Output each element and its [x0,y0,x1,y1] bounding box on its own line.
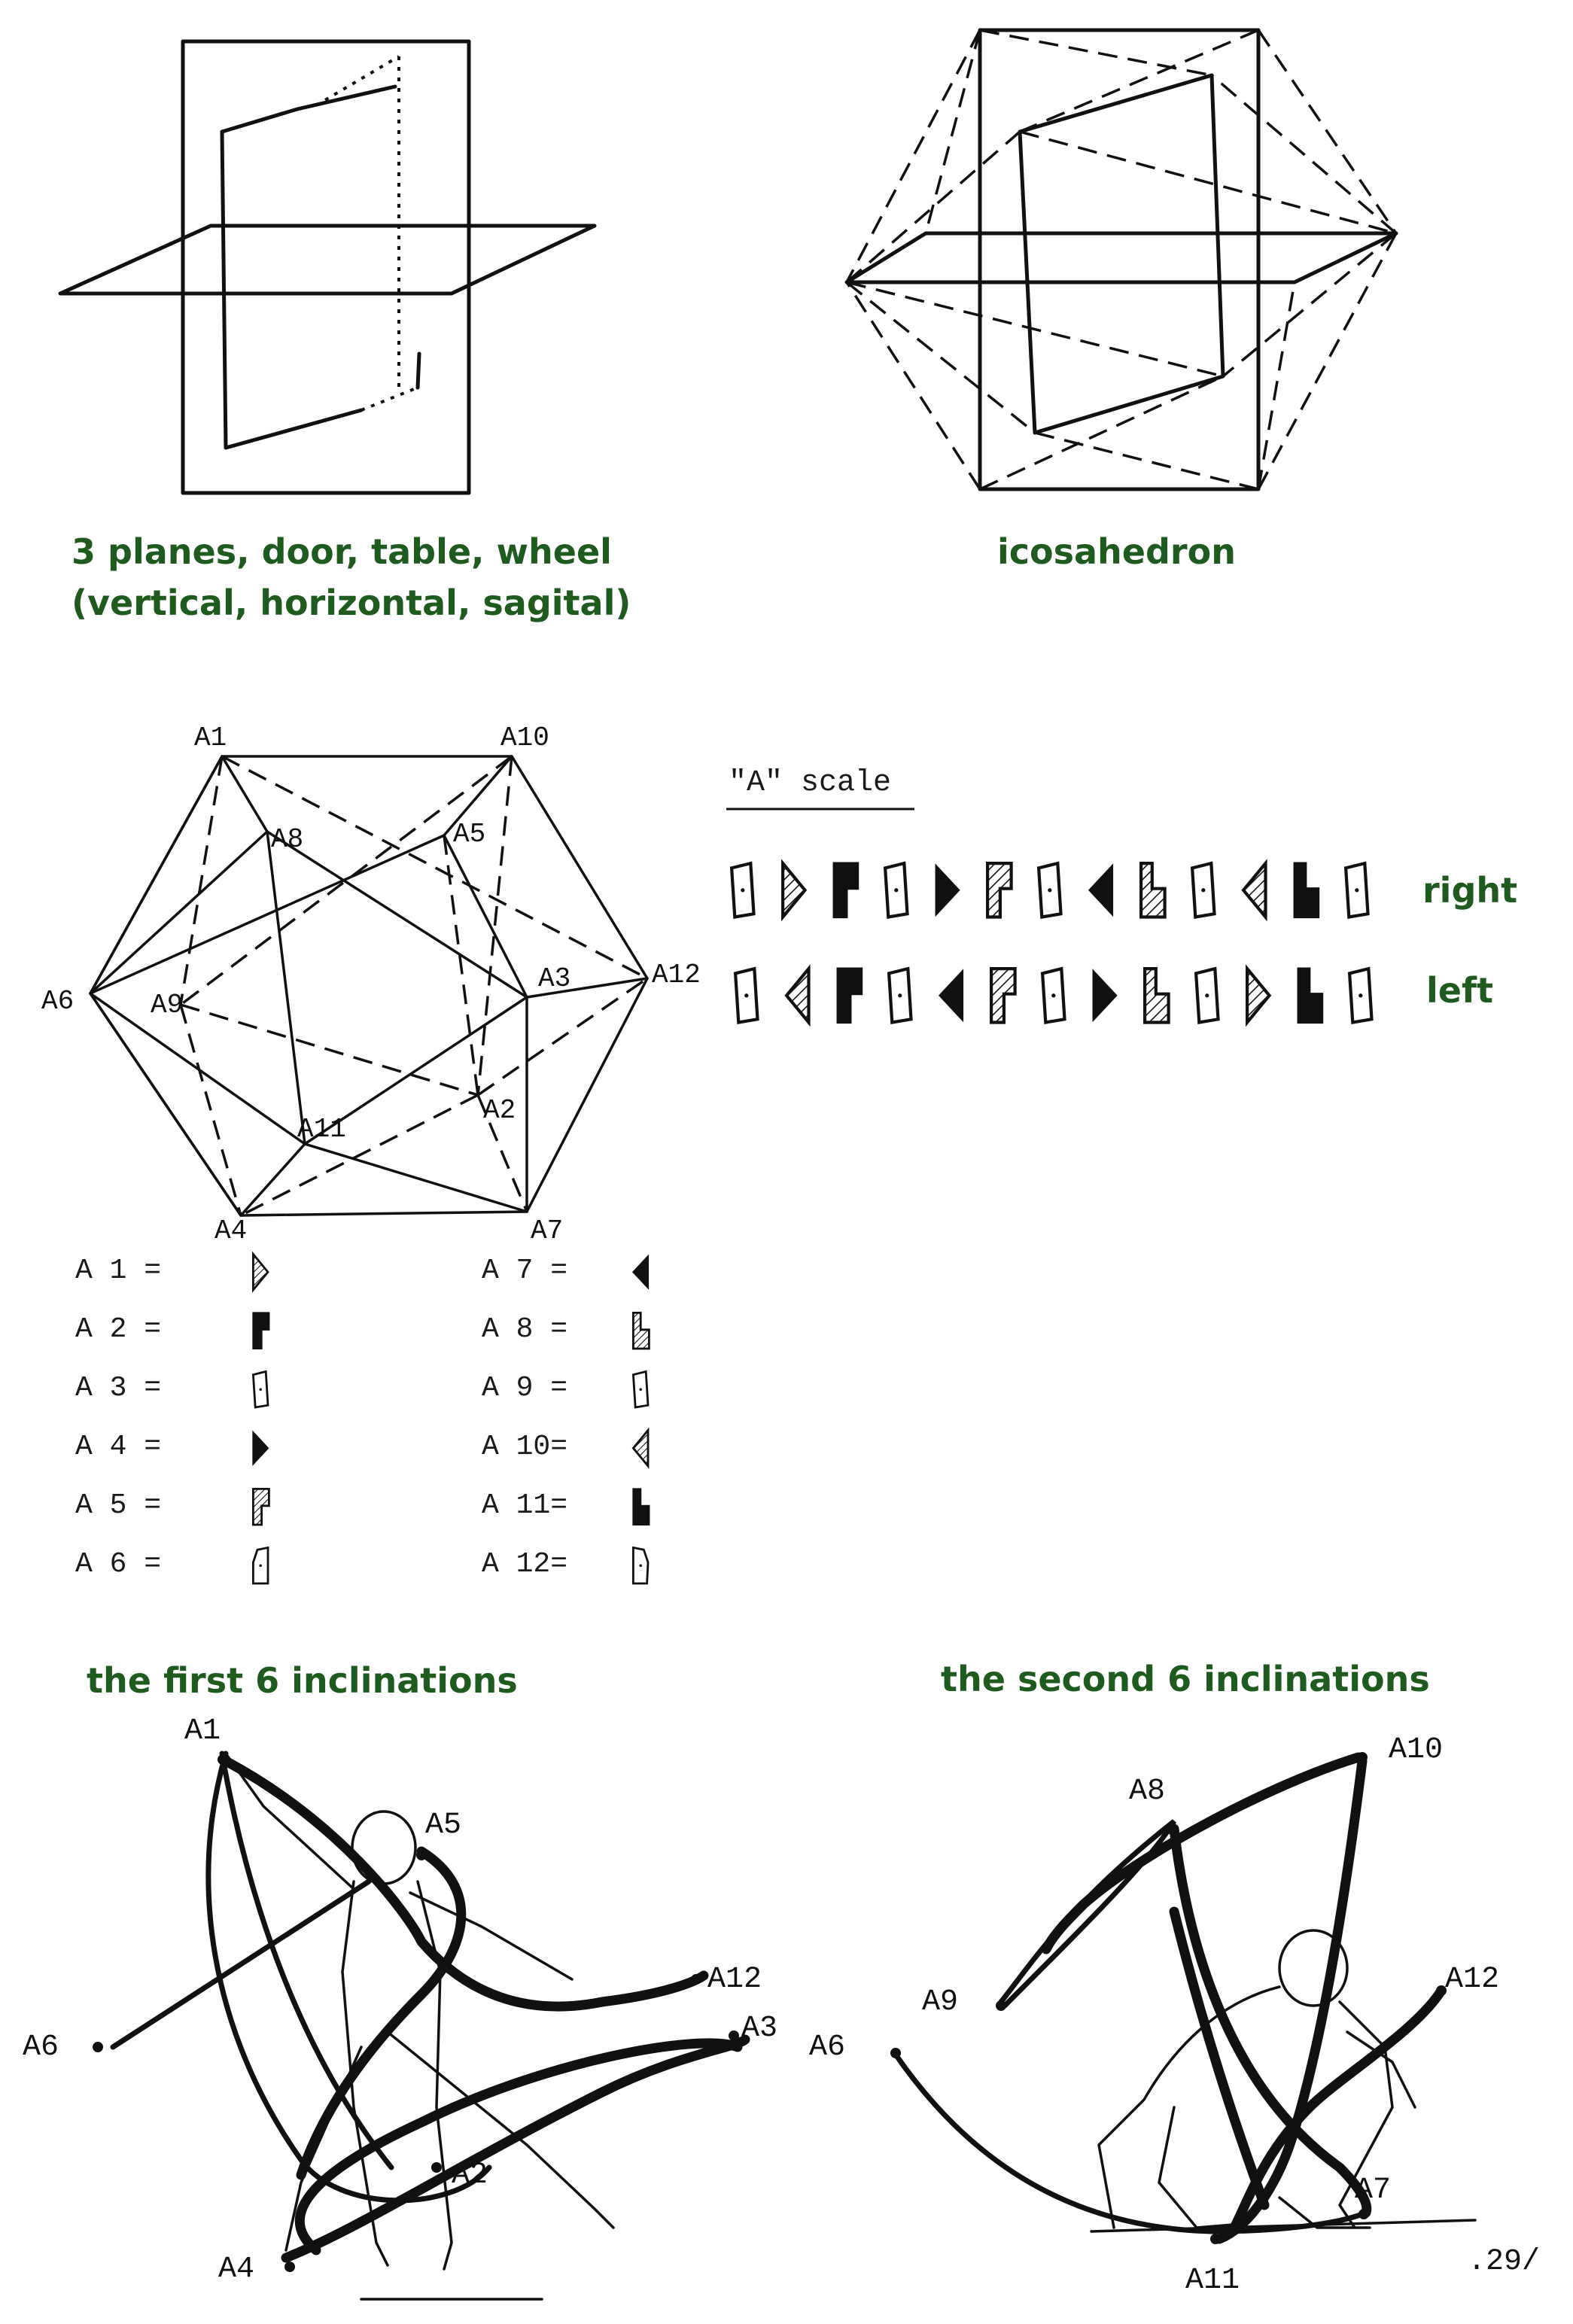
solid-triangle-right-glyph [253,1432,268,1464]
icosahedron-caption: icosahedron [997,531,1236,572]
vertex-label-a6: A6 [41,986,75,1017]
open-dot-glyph [732,863,753,917]
open-dot-glyph [1349,969,1371,1022]
vertex-label-a10: A10 [500,722,549,753]
first-label-a2: A2 [452,2158,488,2192]
solid-flag-glyph [838,969,862,1022]
open-dot-glyph [735,969,757,1022]
first-inclinations-caption: the first 6 inclinations [87,1660,518,1701]
legend-label: A 4 = [75,1431,162,1463]
legend-label: A 11= [482,1489,568,1522]
legend-label: A 2 = [75,1313,162,1346]
open-dot-glyph [1039,863,1060,917]
solid-triangle-left-glyph [1090,866,1112,914]
planes-caption-line1: 3 planes, door, table, wheel [72,531,612,572]
solid-flag-glyph [834,863,858,917]
solid-triangle-left-glyph [940,972,962,1019]
scale-row-right [732,863,1368,917]
open-dot-glyph [885,863,907,917]
first-label-a3: A3 [741,2012,778,2046]
open-dot-glyph [1042,969,1064,1022]
vertex-label-a1: A1 [194,722,227,753]
page-number: .29/ [1468,2245,1541,2279]
solid-step-glyph [633,1489,649,1525]
second-inclinations-drawing [809,1733,1540,2298]
open-dot-left-glyph [253,1547,268,1583]
second-label-a10: A10 [1389,1733,1444,1767]
second-label-a9: A9 [922,1985,959,2019]
a-scale-title: "A" scale [729,766,892,800]
hatched-flag-glyph [991,969,1015,1022]
hatched-arrow-left-glyph [633,1430,648,1466]
scale-left-label: left [1426,970,1493,1011]
legend-label: A 5 = [75,1489,162,1522]
second-label-a8: A8 [1129,1775,1166,1808]
hatched-arrow-left-glyph [786,969,808,1022]
solid-step-glyph [1295,863,1319,917]
labeled-icosahedron [41,722,701,1246]
first-label-a1: A1 [184,1714,221,1748]
open-dot-right-glyph [633,1547,648,1583]
legend-label: A 12= [482,1548,568,1580]
second-label-a11: A11 [1185,2264,1240,2298]
solid-flag-glyph [253,1313,269,1349]
solid-step-glyph [1298,969,1322,1022]
first-label-a4: A4 [218,2253,255,2286]
legend-label: A 1 = [75,1255,162,1287]
first-label-a6: A6 [23,2030,59,2064]
open-dot-glyph [1346,863,1368,917]
sagittal-rectangle [1020,75,1223,433]
legend-glyphs [253,1254,649,1583]
first-label-a12: A12 [707,1963,762,1997]
second-label-a7: A7 [1355,2173,1392,2207]
planes-caption-line2: (vertical, horizontal, sagital) [72,583,631,623]
three-planes-drawing [60,41,595,493]
hatched-step-glyph [1145,969,1169,1022]
scale-right-label: right [1422,870,1518,911]
second-inclinations-caption: the second 6 inclinations [941,1659,1430,1699]
vertex-label-a3: A3 [538,963,571,994]
legend-label: A 7 = [482,1255,568,1287]
sagittal-top-edge [222,87,395,132]
icosahedron-drawing [847,30,1396,489]
vertex-label-a9: A9 [151,990,184,1021]
hatched-step-glyph [633,1313,649,1349]
open-dot-glyph [633,1371,648,1407]
hatched-flag-glyph [253,1489,269,1525]
vertex-label-a5: A5 [453,819,486,850]
hatched-step-glyph [1141,863,1165,917]
hatched-arrow-right-glyph [783,863,805,917]
vertex-label-a12: A12 [652,960,701,990]
open-dot-glyph [1192,863,1214,917]
solid-triangle-right-glyph [1094,972,1115,1019]
vertex-label-a11: A11 [297,1114,346,1145]
scale-row-left [735,969,1371,1022]
sagittal-plane-wheel [222,132,361,448]
hatched-arrow-right-glyph [1247,969,1269,1022]
second-label-a6: A6 [809,2030,846,2064]
vertex-label-a2: A2 [483,1095,516,1126]
solid-triangle-left-glyph [633,1256,648,1288]
second-label-a12: A12 [1445,1963,1500,1997]
legend-label: A 6 = [75,1548,162,1580]
open-dot-glyph [889,969,911,1022]
hatched-arrow-right-glyph [253,1254,268,1290]
vertical-rectangle [980,30,1258,489]
legend-label: A 10= [482,1431,568,1463]
hatched-arrow-left-glyph [1243,863,1265,917]
open-dot-glyph [1196,969,1218,1022]
horizontal-rectangle [847,233,1396,282]
vertex-label-a4: A4 [214,1215,248,1246]
legend-label: A 8 = [482,1313,568,1346]
vertex-label-a7: A7 [531,1215,564,1246]
first-label-a5: A5 [425,1808,462,1842]
solid-triangle-right-glyph [936,866,958,914]
legend-label: A 9 = [482,1372,568,1404]
first-inclinations-drawing [23,1714,777,2299]
open-dot-glyph [253,1371,268,1407]
hatched-flag-glyph [987,863,1012,917]
horizontal-plane-table [60,226,595,294]
legend-label: A 3 = [75,1372,162,1404]
vertex-label-a8: A8 [271,824,304,855]
